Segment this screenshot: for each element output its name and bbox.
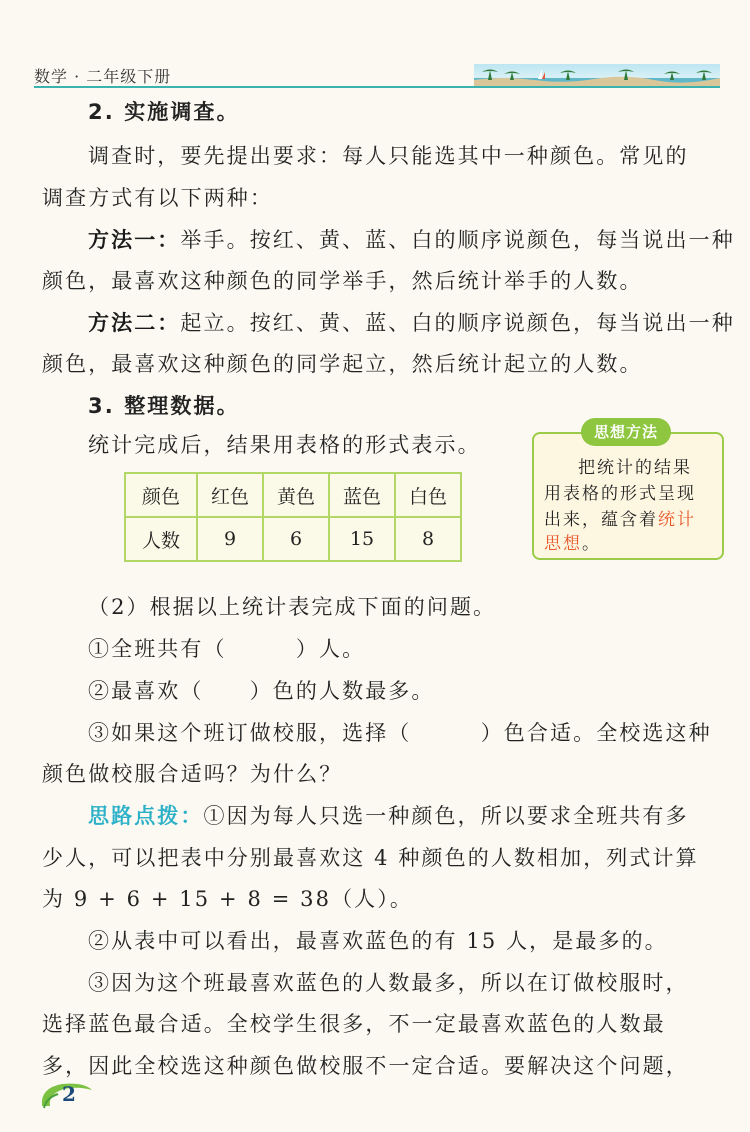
table-header-cell: 黄色: [263, 473, 329, 517]
table-row-label: 人数: [125, 517, 197, 561]
paragraph-line: 调查时，要先提出要求：每人只能选其中一种颜色。常见的: [88, 144, 689, 168]
table-cell: 9: [197, 517, 263, 561]
header-divider: [34, 86, 720, 88]
paragraph-line: 调查方式有以下两种：: [42, 186, 273, 210]
step-3-heading: 3. 整理数据。: [88, 394, 240, 418]
paragraph-line: 颜色，最喜欢这种颜色的同学起立，然后统计起立的人数。: [42, 352, 643, 376]
method-2-label: 方法二：: [88, 311, 181, 335]
sidebar-line: 把统计的结果: [578, 458, 692, 478]
step-2-heading: 2. 实施调查。: [88, 100, 240, 124]
hint-line: [88, 801, 689, 831]
hint-line: ②从表中可以看出，最喜欢蓝色的有 15 人，是最多的。: [88, 929, 668, 953]
sidebar-line: [544, 532, 601, 556]
hint-line: 多，因此全校选这种颜色做校服不一定合适。要解决这个问题，: [42, 1054, 689, 1078]
header-landscape-banner: [474, 64, 720, 86]
sidebar-highlight: 思想: [544, 534, 582, 554]
page-number: 2: [62, 1082, 76, 1106]
paragraph-line: 统计完成后，结果用表格的形式表示。: [88, 433, 481, 457]
table-header-cell: 红色: [197, 473, 263, 517]
method-1-line: [88, 225, 735, 255]
question-3: ③如果这个班订做校服，选择（ ）色合适。全校选这种: [88, 721, 712, 745]
page-number-badge: [38, 1080, 94, 1110]
sidebar-line: [544, 508, 696, 532]
table-cell: 6: [263, 517, 329, 561]
table-header-cell: 颜色: [125, 473, 197, 517]
method-2-line: [88, 308, 735, 338]
hint-line: 为 9 + 6 + 15 + 8 = 38（人）。: [42, 887, 413, 911]
table-cell: 8: [395, 517, 461, 561]
table-row: [125, 517, 461, 561]
table-header-cell: 蓝色: [329, 473, 395, 517]
table-row: [125, 473, 461, 517]
hint-label: 思路点拨：: [88, 804, 204, 828]
sidebar-text: 出来，蕴含着: [544, 510, 658, 530]
method-1-label: 方法一：: [88, 228, 181, 252]
question-intro: （2）根据以上统计表完成下面的问题。: [88, 595, 497, 619]
method-2-text: 起立。按红、黄、蓝、白的顺序说颜色，每当说出一种: [180, 311, 735, 335]
hint-line: ③因为这个班最喜欢蓝色的人数最多，所以在订做校服时，: [88, 971, 689, 995]
question-1: ①全班共有（ ）人。: [88, 637, 366, 661]
hint-line: 少人，可以把表中分别最喜欢这 4 种颜色的人数相加，列式计算: [42, 846, 699, 870]
running-header: 数学 · 二年级下册: [34, 67, 172, 86]
table-header-cell: 白色: [395, 473, 461, 517]
sidebar-text: 。: [582, 534, 601, 554]
hint-line: 选择蓝色最合适。全校学生很多，不一定最喜欢蓝色的人数最: [42, 1012, 666, 1036]
sidebar-line: 用表格的形式呈现: [544, 484, 696, 504]
hint-text: ①因为每人只选一种颜色，所以要求全班共有多: [203, 804, 689, 828]
table-cell: 15: [329, 517, 395, 561]
thinking-method-title: 思想方法: [581, 418, 671, 446]
sidebar-highlight: 统计: [658, 510, 696, 530]
method-1-text: 举手。按红、黄、蓝、白的顺序说颜色，每当说出一种: [180, 228, 735, 252]
question-2: ②最喜欢（ ）色的人数最多。: [88, 679, 435, 703]
question-3-cont: 颜色做校服合适吗？为什么？: [42, 762, 343, 786]
color-statistics-table: [124, 472, 462, 562]
paragraph-line: 颜色，最喜欢这种颜色的同学举手，然后统计举手的人数。: [42, 269, 643, 293]
